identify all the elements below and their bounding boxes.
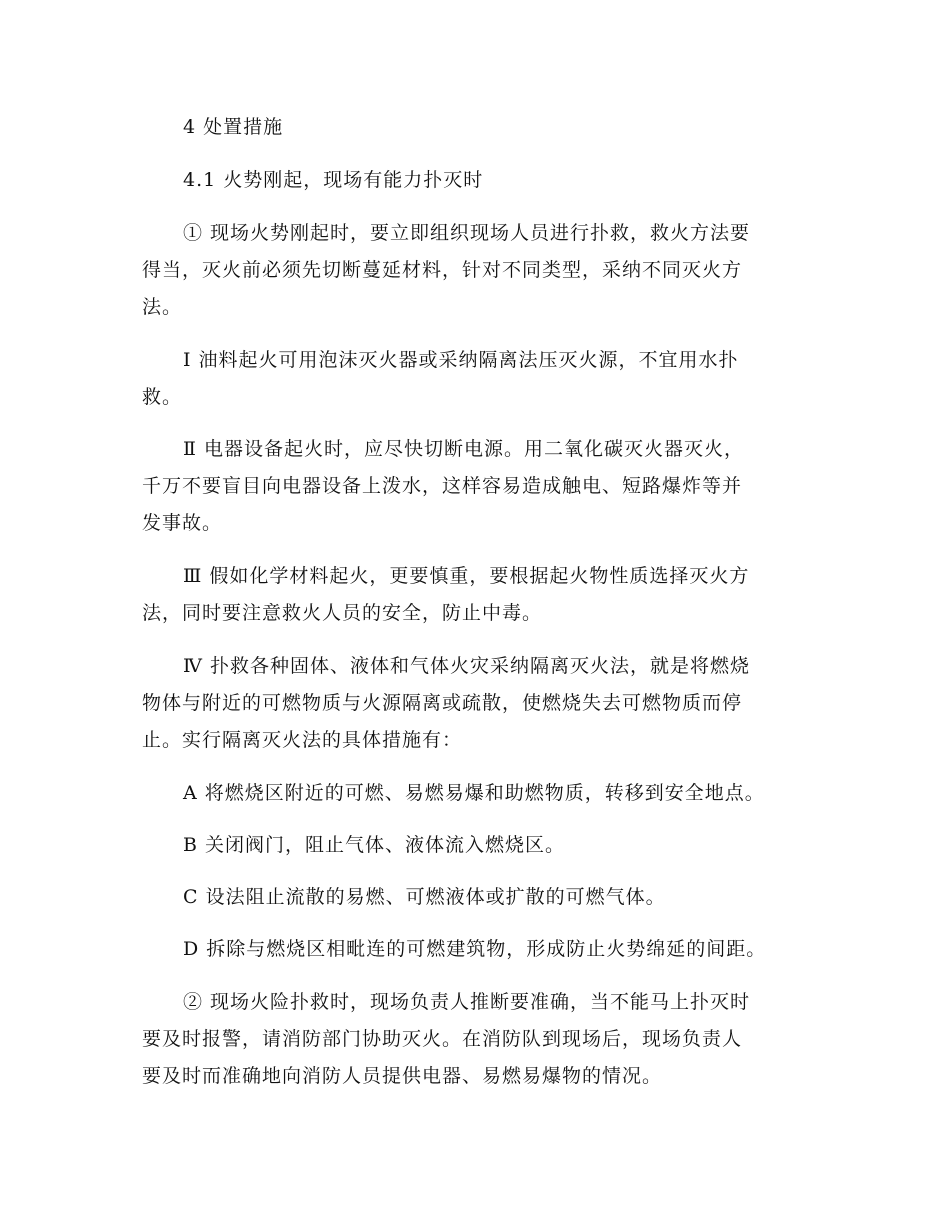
paragraph-line: 发事故。 <box>142 512 223 534</box>
paragraph-line: 救。 <box>142 386 183 408</box>
paragraph-line: Ⅱ 电器设备起火时，应尽快切断电源。用二氧化碳灭火器灭火， <box>183 438 744 460</box>
paragraph-line: 法。 <box>142 296 183 318</box>
measure-item-a: A 将燃烧区附近的可燃、易燃易爆和助燃物质，转移到安全地点。 <box>183 782 765 804</box>
measure-item-c: C 设法阻止流散的易燃、可燃液体或扩散的可燃气体。 <box>183 886 666 908</box>
paragraph-line: 千万不要盲目向电器设备上泼水，这样容易造成触电、短路爆炸等并 <box>142 475 743 497</box>
paragraph-line: 得当，灭火前必须先切断蔓延材料，针对不同类型，采纳不同灭火方 <box>142 259 743 281</box>
measure-item-b: B 关闭阀门，阻止气体、液体流入燃烧区。 <box>183 834 566 856</box>
paragraph-line: 物体与附近的可燃物质与火源隔离或疏散，使燃烧失去可燃物质而停 <box>142 692 743 714</box>
paragraph-line: 止。实行隔离灭火法的具体措施有： <box>142 729 463 751</box>
paragraph-line: 要及时报警，请消防部门协助灭火。在消防队到现场后，现场负责人 <box>142 1028 743 1050</box>
paragraph-line: Ⅲ 假如化学材料起火，更要慎重，要根据起火物性质选择灭火方 <box>183 565 750 587</box>
section-heading: 4 处置措施 <box>183 116 284 138</box>
paragraph-line: Ⅰ 油料起火可用泡沫灭火器或采纳隔离法压灭火源，不宜用水扑 <box>183 349 739 371</box>
paragraph-line: 要及时而准确地向消防人员提供电器、易燃易爆物的情况。 <box>142 1065 663 1087</box>
measure-item-d: D 拆除与燃烧区相毗连的可燃建筑物，形成防止火势绵延的间距。 <box>183 938 767 960</box>
paragraph-line: Ⅳ 扑救各种固体、液体和气体火灾采纳隔离灭火法，就是将燃烧 <box>183 655 751 677</box>
paragraph-line: ② 现场火险扑救时，现场负责人推断要准确，当不能马上扑灭时 <box>183 991 751 1013</box>
paragraph-line: ① 现场火势刚起时，要立即组织现场人员进行扑救，救火方法要 <box>183 222 751 244</box>
paragraph-line: 法，同时要注意救火人员的安全，防止中毒。 <box>142 602 543 624</box>
subsection-heading: 4.1 火势刚起，现场有能力扑灭时 <box>183 169 484 191</box>
